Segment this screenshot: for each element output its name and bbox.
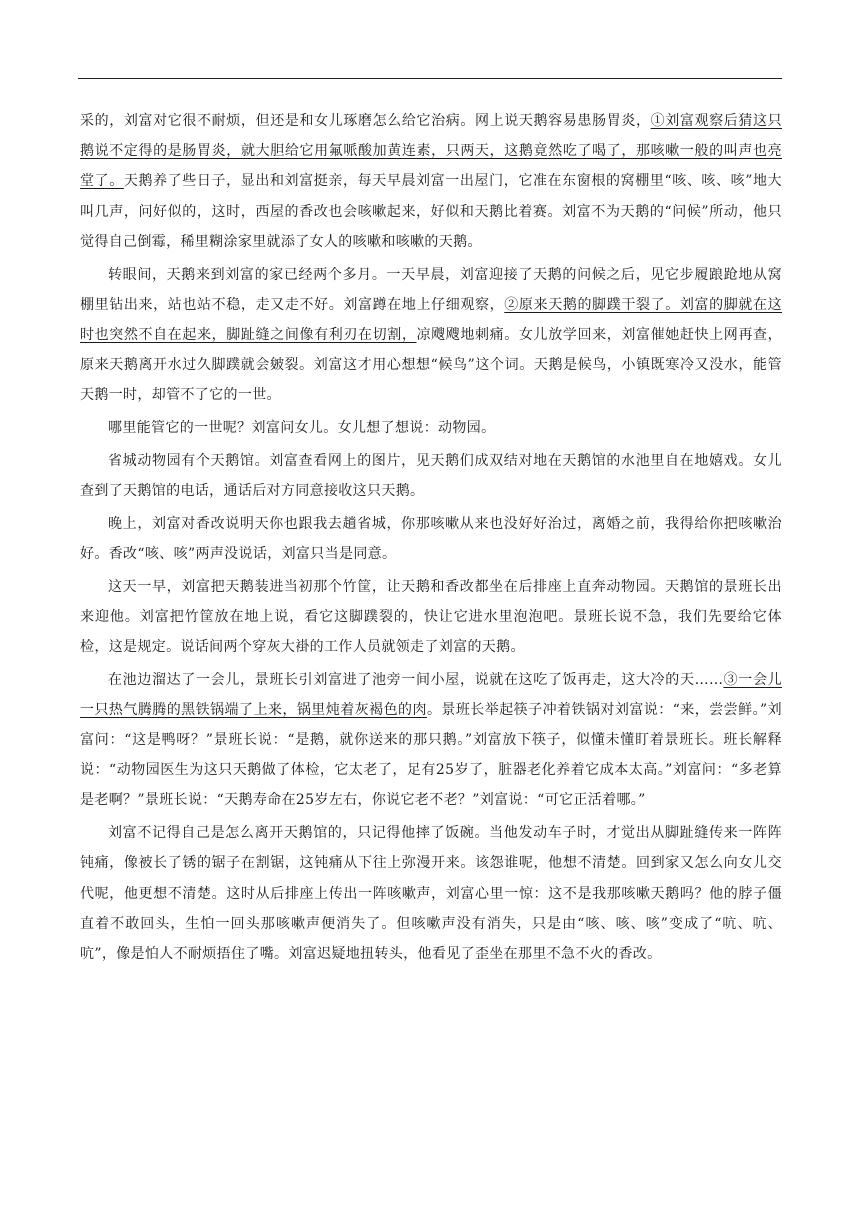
text-segment: 刘富不记得自己是怎么离开天鹅馆的，只记得他摔了饭碗。当他发动车子时，才觉出从脚趾缝传来一阵阵钝痛，像被长了锈的锯子在割锯，这钝痛从下往上弥漫开来。该怨谁呢，他想不清楚。回到家又怎么向女儿交代呢，他更想不清楚。这时从后排座上传出一阵咳嗽声，刘富心里一惊：这不是我那咳嗽天鹅吗？他的脖子僵直着不敢回头，生怕一回头那咳嗽声便消失了。但咳嗽声没有消失，只是由“咳、咳、咳”变成了“吭、吭、吭”，像是怕人不耐烦捂住了嘴。刘富迟疑地扭转头，他看见了歪坐在那里不急不火的香改。 bbox=[80, 825, 782, 962]
paragraph bbox=[80, 106, 782, 257]
text-segment: 凉飕飕地刺痛。女儿放学回来，刘富催她赶快上网再查，原来天鹅离开水过久脚蹼就会皴裂。刘富这才用心想想“候鸟”这个词。天鹅是候鸟，小镇既寒冷又没水，能管天鹅一时，却管不了它的一世。 bbox=[80, 326, 782, 404]
paragraph bbox=[80, 260, 782, 411]
paragraph bbox=[80, 446, 782, 506]
paragraph bbox=[80, 818, 782, 969]
text-segment: 天鹅养了些日子，显出和刘富挺亲，每天早晨刘富一出屋门，它准在东窗根的窝棚里“咳、咳、咳”地大叫几声，问好似的，这时，西屋的香改也会咳嗽起来，好似和天鹅比着赛。刘富不为天鹅的“问候”所动，他只觉得自己倒霉，稀里糊涂家里就添了女人的咳嗽和咳嗽的天鹅。 bbox=[80, 173, 782, 250]
paragraph bbox=[80, 509, 782, 569]
header-rule bbox=[78, 78, 782, 79]
text-segment: 这天一早，刘富把天鹅装进当初那个竹筐，让天鹅和香改都坐在后排座上直奔动物园。天鹅馆的景班长出来迎他。刘富把竹筐放在地上说，看它这脚蹼裂的，快让它进水里泡泡吧。景班长说不急，我们先要给它体检，这是规定。说话间两个穿灰大褂的工作人员就领走了刘富的天鹅。 bbox=[80, 578, 782, 655]
underlined-passage: ①刘富观察后猜这只鹅说不定得的是肠胃炎，就大胆给它用氟哌酸加黄连素，只两天，这鹅竟然吃了喝了，那咳嗽一般的叫声也亮堂了。 bbox=[80, 113, 782, 190]
underlined-passage: ②原来天鹅的脚蹼干裂了。刘富的脚就在这时也突然不自在起来，脚趾缝之间像有利刃在切割， bbox=[80, 296, 782, 343]
text-segment: 省城动物园有个天鹅馆。刘富查看网上的图片，见天鹅们成双结对地在天鹅馆的水池里自在地嬉戏。女儿查到了天鹅馆的电话，通话后对方同意接收这只天鹅。 bbox=[80, 452, 782, 499]
paragraph bbox=[80, 665, 782, 816]
text-segment: 晚上，刘富对香改说明天你也跟我去趟省城，你那咳嗽从来也没好好治过，离婚之前，我得给你把咳嗽治好。香改“咳、咳”两声没说话，刘富只当是同意。 bbox=[80, 515, 782, 562]
text-segment: 。景班长举起筷子冲着铁锅对刘富说：“来，尝尝鲜。”刘富问：“这是鸭呀？”景班长说：“是鹅，就你送来的那只鹅。”刘富放下筷子，似懂未懂盯着景班长。班长解释说：“动物园医生为这只天鹅做了体检，它太老了，足有25岁了，脏器老化养着它成本太高。”刘富问：“多老算是老啊？”景班长说：“天鹅寿命在25岁左右，你说它老不老？”刘富说：“可它正活着哪。” bbox=[80, 701, 782, 809]
text-segment: 采的，刘富对它很不耐烦，但还是和女儿琢磨怎么给它治病。网上说天鹅容易患肠胃炎， bbox=[80, 113, 651, 129]
underlined-passage: ③一会儿一只热气腾腾的黑铁锅端了上来，锅里炖着灰褐色的肉 bbox=[80, 671, 782, 718]
text-segment: 在池边溜达了一会儿，景班长引刘富进了池旁一间小屋，说就在这吃了饭再走，这大冷的天…… bbox=[108, 671, 724, 688]
text-segment: 哪里能管它的一世呢？刘富问女儿。女儿想了想说：动物园。 bbox=[108, 420, 496, 437]
text-segment: 转眼间，天鹅来到刘富的家已经两个多月。一天早晨，刘富迎接了天鹅的问候之后，见它步履踉跄地从窝棚里钻出来，站也站不稳，走又走不好。刘富蹲在地上仔细观察， bbox=[80, 266, 782, 313]
paragraph bbox=[80, 413, 782, 443]
article-body bbox=[80, 106, 782, 972]
paragraph bbox=[80, 572, 782, 663]
